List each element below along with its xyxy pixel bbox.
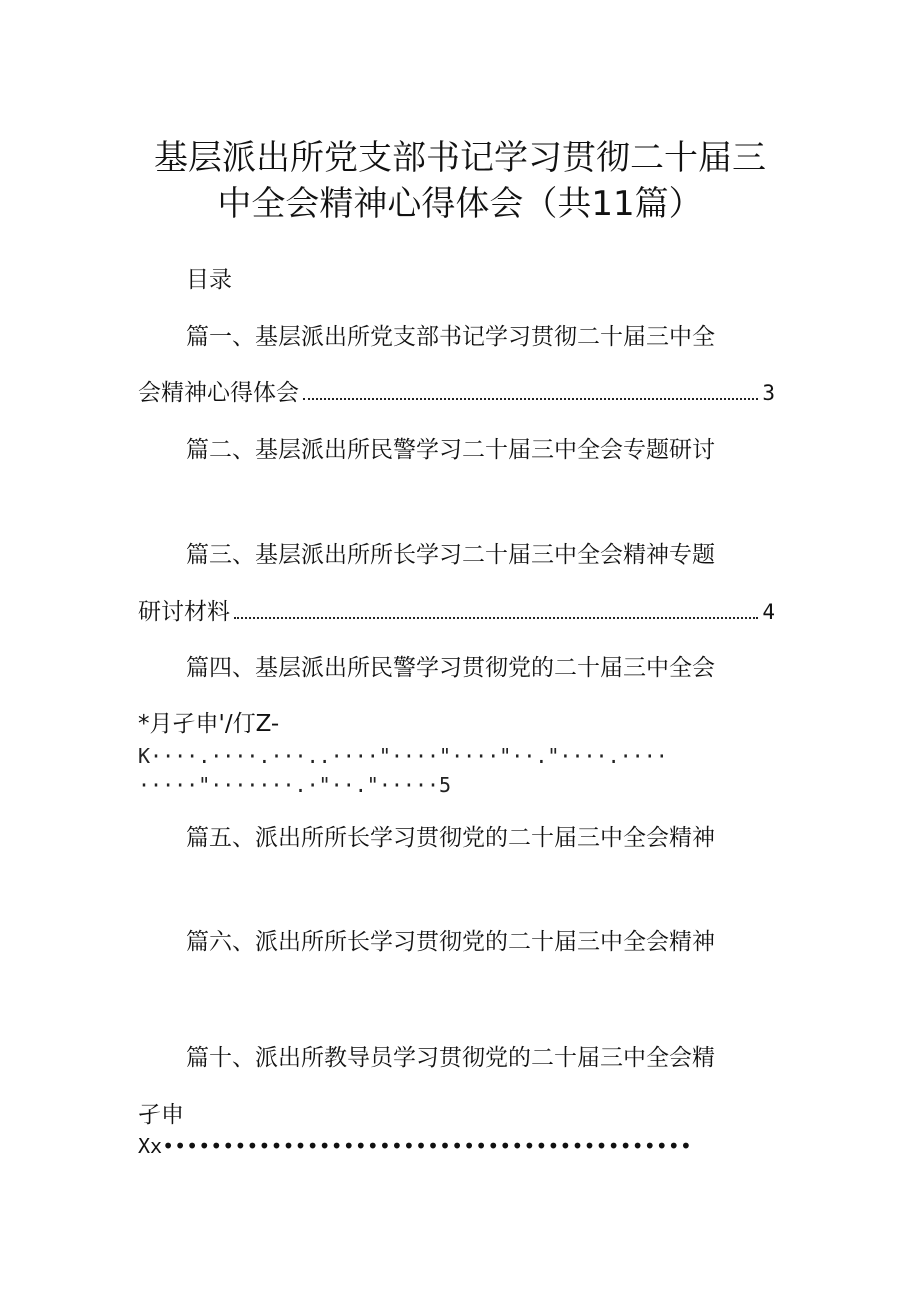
toc-entry-3-line-2[interactable] [138, 596, 775, 628]
toc-entry-2-line-1[interactable]: 篇二、基层派出所民警学习二十届三中全会专题研讨 [186, 437, 715, 463]
toc-entry-1-page-number: 3 [762, 381, 775, 405]
toc-entry-4-garbled-line-3: ·····"·······.·"··."·····5 [138, 773, 452, 797]
toc-entry-1-line-2[interactable] [138, 377, 775, 409]
toc-entry-4-line-1[interactable]: 篇四、基层派出所民警学习贯彻党的二十届三中全会 [186, 655, 715, 681]
toc-entry-7-line-1[interactable]: 篇十、派出所教导员学习贯彻党的二十届三中全会精 [186, 1045, 715, 1071]
toc-entry-7-garbled-leader: Xx•••••••••••••••••••••••••••••••••••••••••••• [138, 1134, 692, 1158]
toc-entry-4-garbled-line-1: *月孑申'/仃Z- [138, 711, 280, 737]
toc-dot-leader [303, 398, 758, 400]
toc-heading: 目录 [186, 267, 232, 293]
toc-entry-6-line-1[interactable]: 篇六、派出所所长学习贯彻党的二十届三中全会精神 [186, 929, 715, 955]
toc-entry-4-garbled-line-2: K····.····.···..····"····"····"··."····.···· [138, 744, 668, 768]
toc-entry-7-line-2: 孑申 [138, 1102, 184, 1128]
toc-entry-3-line-1[interactable]: 篇三、基层派出所所长学习二十届三中全会精神专题 [186, 542, 715, 568]
document-title-line-1: 基层派出所党支部书记学习贯彻二十届三 [154, 138, 766, 178]
toc-entry-3-page-number: 4 [762, 600, 775, 624]
toc-entry-3-text: 研讨材料 [138, 599, 230, 625]
toc-dot-leader [234, 617, 758, 619]
toc-entry-1-text: 会精神心得体会 [138, 380, 299, 406]
toc-entry-5-line-1[interactable]: 篇五、派出所所长学习贯彻党的二十届三中全会精神 [186, 825, 715, 851]
document-title-line-2: 中全会精神心得体会（共11篇） [217, 184, 703, 224]
toc-entry-1-line-1[interactable]: 篇一、基层派出所党支部书记学习贯彻二十届三中全 [186, 324, 715, 350]
